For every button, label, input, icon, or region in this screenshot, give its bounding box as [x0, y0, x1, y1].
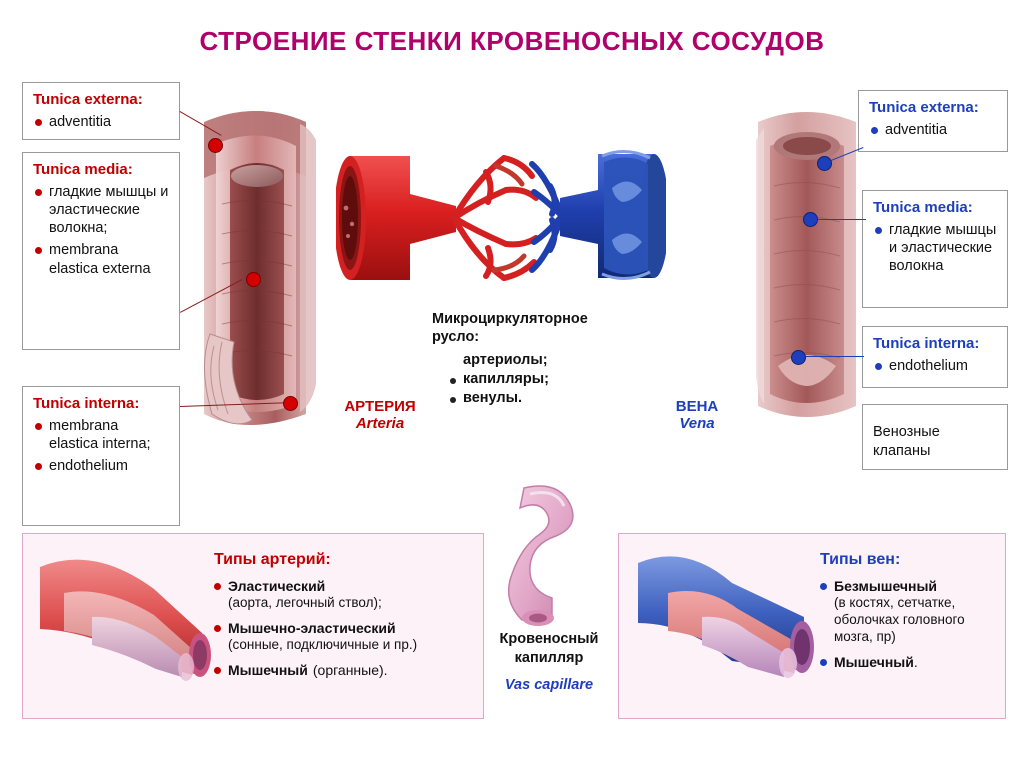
callout-item-text: membrana elastica externa — [49, 242, 151, 277]
vein-types-title: Типы вен: — [820, 551, 901, 568]
artery-type-detail: (сонные, подключичные и пр.) — [228, 637, 418, 653]
capillary-latin: Vas capillare — [504, 676, 594, 693]
vein-types-illustration — [628, 543, 824, 711]
callout-header: Tunica interna: — [33, 395, 140, 412]
leader-line-right-media — [812, 219, 866, 220]
artery-type-item — [214, 619, 476, 637]
callout-left-tunica-media — [22, 152, 180, 350]
bullet-dot-icon — [450, 397, 456, 403]
artery-label-ru: АРТЕРИЯ — [344, 398, 416, 415]
bullet-dot-icon — [875, 363, 882, 370]
callout-right-tunica-interna — [862, 326, 1008, 388]
vein-label-latin: Vena — [679, 415, 715, 432]
callout-left-tunica-interna — [22, 386, 180, 526]
callout-header: Tunica externa: — [33, 91, 143, 108]
microcirculation-item — [450, 352, 632, 368]
page-title: СТРОЕНИЕ СТЕНКИ КРОВЕНОСНЫХ СОСУДОВ — [199, 26, 825, 56]
callout-item-text: endothelium — [889, 358, 968, 374]
callout-item-text: гладкие мышцы и эластические волокна — [889, 222, 997, 275]
callout-item-text: adventitia — [885, 122, 948, 138]
microcirculation-block — [432, 310, 632, 406]
vein-types-text — [820, 551, 1002, 671]
bullet-dot-icon — [875, 227, 882, 234]
callout-right-venous-valves — [862, 404, 1008, 470]
callout-left-tunica-externa — [22, 82, 180, 140]
callout-item-text: гладкие мышцы и эластические волокна; — [49, 184, 169, 237]
artery-type-item — [214, 577, 476, 595]
venous-valves-text: Венозные клапаны — [873, 424, 940, 459]
artery-type-name: Мышечный — [228, 662, 308, 679]
vein-type-detail: . — [913, 653, 918, 670]
bullet-dot-icon — [871, 127, 878, 134]
artery-wall-illustration — [196, 84, 356, 434]
bullet-dot-icon — [214, 667, 221, 674]
microcirculation-item — [450, 390, 632, 406]
artery-types-text — [214, 551, 476, 679]
marker-left-externa — [208, 138, 223, 153]
bullet-dot-icon — [35, 189, 42, 196]
artery-label — [320, 398, 440, 432]
callout-header: Tunica interna: — [873, 335, 980, 352]
callout-item — [33, 457, 169, 475]
bullet-dot-icon — [35, 247, 42, 254]
vein-label — [642, 398, 752, 432]
bullet-dot-icon — [820, 583, 827, 590]
callout-item — [873, 221, 997, 275]
bullet-dot-icon — [35, 423, 42, 430]
callout-right-tunica-media — [862, 190, 1008, 308]
artery-type-item — [214, 661, 476, 679]
artery-type-name: Мышечно-эластический — [228, 620, 396, 637]
artery-label-latin: Arteria — [355, 415, 405, 432]
bullet-dot-icon — [35, 463, 42, 470]
artery-type-name: Эластический — [228, 578, 326, 594]
microcirculation-item — [450, 371, 632, 387]
callout-item-text: membrana elastica interna; — [49, 418, 151, 453]
callout-item — [869, 121, 997, 139]
leader-line-right-interna — [802, 356, 864, 357]
microcirculation-item-text: капилляры; — [463, 371, 549, 388]
callout-right-tunica-externa — [858, 90, 1008, 152]
marker-right-externa — [817, 156, 832, 171]
capillary-label — [474, 630, 624, 695]
microcirculation-item-text: венулы. — [463, 390, 523, 407]
artery-type-detail: (аорта, легочный ствол); — [228, 595, 382, 611]
callout-header: Tunica media: — [33, 161, 133, 178]
artery-types-illustration — [34, 545, 220, 709]
bullet-dot-icon — [820, 659, 827, 666]
bullet-dot-icon — [214, 583, 221, 590]
callout-item — [873, 357, 997, 375]
microcirculation-illustration — [336, 128, 666, 318]
marker-left-interna — [283, 396, 298, 411]
callout-item-text: adventitia — [49, 114, 112, 130]
vein-type-item — [820, 577, 1002, 595]
artery-type-detail: (органные). — [312, 662, 388, 679]
microcirculation-item-text: артериолы; — [463, 352, 548, 369]
bullet-dot-icon — [35, 119, 42, 126]
bullet-dot-icon — [214, 625, 221, 632]
marker-right-media — [803, 212, 818, 227]
capillary-illustration — [494, 478, 600, 630]
callout-header: Tunica externa: — [869, 99, 979, 116]
artery-types-title: Типы артерий: — [214, 551, 331, 568]
vein-type-name: Безмышечный — [834, 578, 938, 594]
marker-right-interna — [791, 350, 806, 365]
capillary-name: Кровеносный капилляр — [499, 631, 599, 666]
vein-type-name: Мышечный — [834, 653, 914, 670]
marker-left-media — [246, 272, 261, 287]
vein-label-ru: ВЕНА — [675, 398, 719, 415]
callout-item-text: endothelium — [49, 458, 128, 475]
callout-item — [33, 417, 169, 453]
callout-header: Tunica media: — [873, 199, 973, 216]
microcirculation-title: Микроциркуляторное русло: — [432, 311, 588, 346]
bullet-dot-icon — [450, 378, 456, 384]
callout-item — [33, 183, 169, 237]
callout-item — [33, 241, 169, 277]
vein-type-detail: (в костях, сетчатке, оболочках головного мозга, пр) — [834, 595, 965, 644]
vein-type-item — [820, 653, 1002, 671]
callout-item — [33, 113, 169, 131]
